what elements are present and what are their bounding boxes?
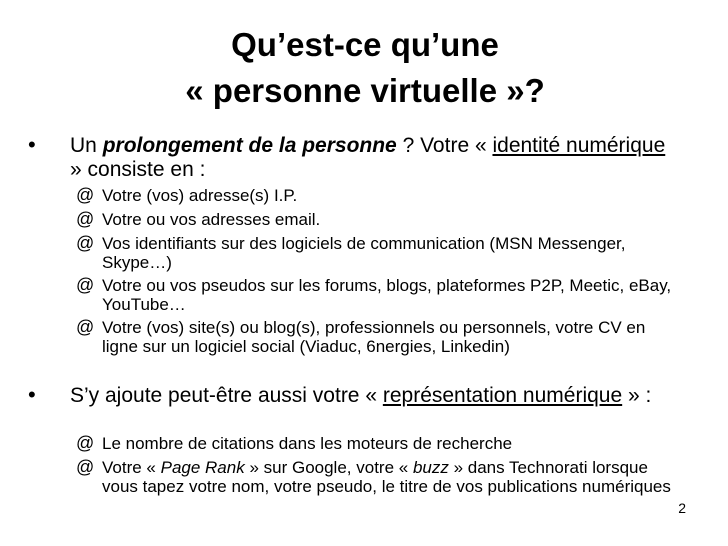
bullet-text-post: » consiste en : [70,158,206,181]
bullet-text-post: » : [622,384,652,407]
sub-item [76,210,676,229]
bullet-mark: • [28,132,36,157]
at-bullet-icon: @ [76,209,95,229]
bullet-text-pre: S’y ajoute peut-être aussi votre « [70,384,383,407]
bullet-text-pre: Un [70,134,103,157]
sub-item-text [102,458,676,496]
title-line-1: Qu’est-ce qu’une [231,26,499,63]
bullet-text [70,384,668,408]
bullet-text-mid: ? Votre « [396,134,493,157]
bullet-emphasis: prolongement de la personne [102,134,397,157]
bullet-identite [28,134,668,182]
representation-numerique-link[interactable]: représentation numérique [382,384,623,407]
sub-item [76,434,676,453]
sub-item-text: Vos identifiants sur des logiciels de communication (MSN Messenger, Skype…) [102,234,626,272]
sub-text-mid: » sur Google, votre « [244,458,413,477]
at-bullet-icon: @ [76,457,95,477]
sub-item [76,186,676,205]
sub-item [76,234,676,272]
bullet-text [70,134,668,182]
sub-text-post: » dans Technorati lorsque vous tapez votre nom, votre pseudo, le titre de vos publications numériques [102,458,671,496]
sub-item [76,318,676,356]
bullet-mark: • [28,382,36,407]
sub-item-text: Le nombre de citations dans les moteurs de recherche [102,434,513,453]
at-bullet-icon: @ [76,185,95,205]
at-bullet-icon: @ [76,275,95,295]
at-bullet-icon: @ [76,233,95,253]
sub-item [76,276,676,314]
sub-item-text: Votre ou vos pseudos sur les forums, blogs, plateformes P2P, Meetic, eBay, YouTube… [102,276,672,314]
sub-text-pre: Votre « [102,458,161,477]
sub-item-text: Votre (vos) adresse(s) I.P. [102,186,298,205]
buzz-term: buzz [412,458,449,477]
at-bullet-icon: @ [76,317,95,337]
sub-item-text: Votre (vos) site(s) ou blog(s), professionnels ou personnels, votre CV en ligne sur un logiciel social (Viaduc, 6nergies, Linkedin) [102,318,646,356]
sub-item-text: Votre ou vos adresses email. [102,210,321,229]
at-bullet-icon: @ [76,433,95,453]
identite-numerique-link[interactable]: identité numérique [492,134,666,157]
page-rank-term: Page Rank [160,458,245,477]
slide-title [110,22,620,114]
title-line-2: « personne virtuelle »? [185,72,545,109]
bullet-representation [28,384,668,408]
page-number: 2 [678,500,686,516]
sub-item [76,458,676,496]
